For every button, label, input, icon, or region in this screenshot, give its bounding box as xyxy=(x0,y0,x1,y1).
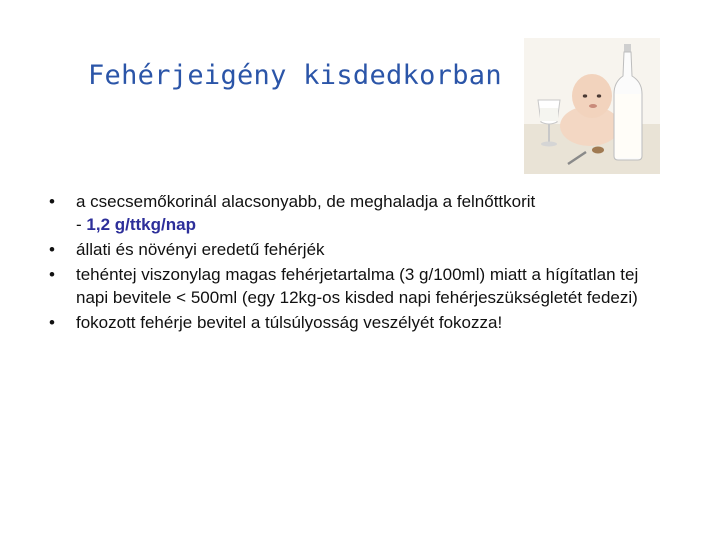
bullet-list xyxy=(42,190,642,336)
bullet-text: fokozott fehérje bevitel a túlsúlyosság veszélyét fokozza! xyxy=(76,313,503,332)
bullet-marker: • xyxy=(49,313,55,332)
bullet-item xyxy=(42,190,642,236)
bullet-continuation xyxy=(76,213,642,236)
bullet-marker: • xyxy=(49,192,55,211)
bullet-text: a csecsemőkorinál alacsonyabb, de meghaladja a felnőttkorit xyxy=(76,192,536,211)
bullet-marker: • xyxy=(49,265,55,284)
bullet-marker: • xyxy=(49,240,55,259)
bullet-item xyxy=(42,263,642,309)
page-title: Fehérjeigény kisdedkorban xyxy=(88,60,502,91)
bullet-text: állati és növényi eredetű fehérjék xyxy=(76,240,325,259)
bullet-item xyxy=(42,311,642,334)
baby-milk-photo xyxy=(524,38,660,174)
baby-milk-illustration xyxy=(524,38,660,174)
dash-prefix: - xyxy=(76,215,87,234)
protein-requirement-value: 1,2 g/ttkg/nap xyxy=(86,215,196,234)
bullet-item xyxy=(42,238,642,261)
bullet-text: tehéntej viszonylag magas fehérjetartalma (3 g/100ml) miatt a hígítatlan tej napi bevitele < 500ml (egy 12kg-os kisded napi fehérjeszükségletét fedezi) xyxy=(76,265,639,307)
